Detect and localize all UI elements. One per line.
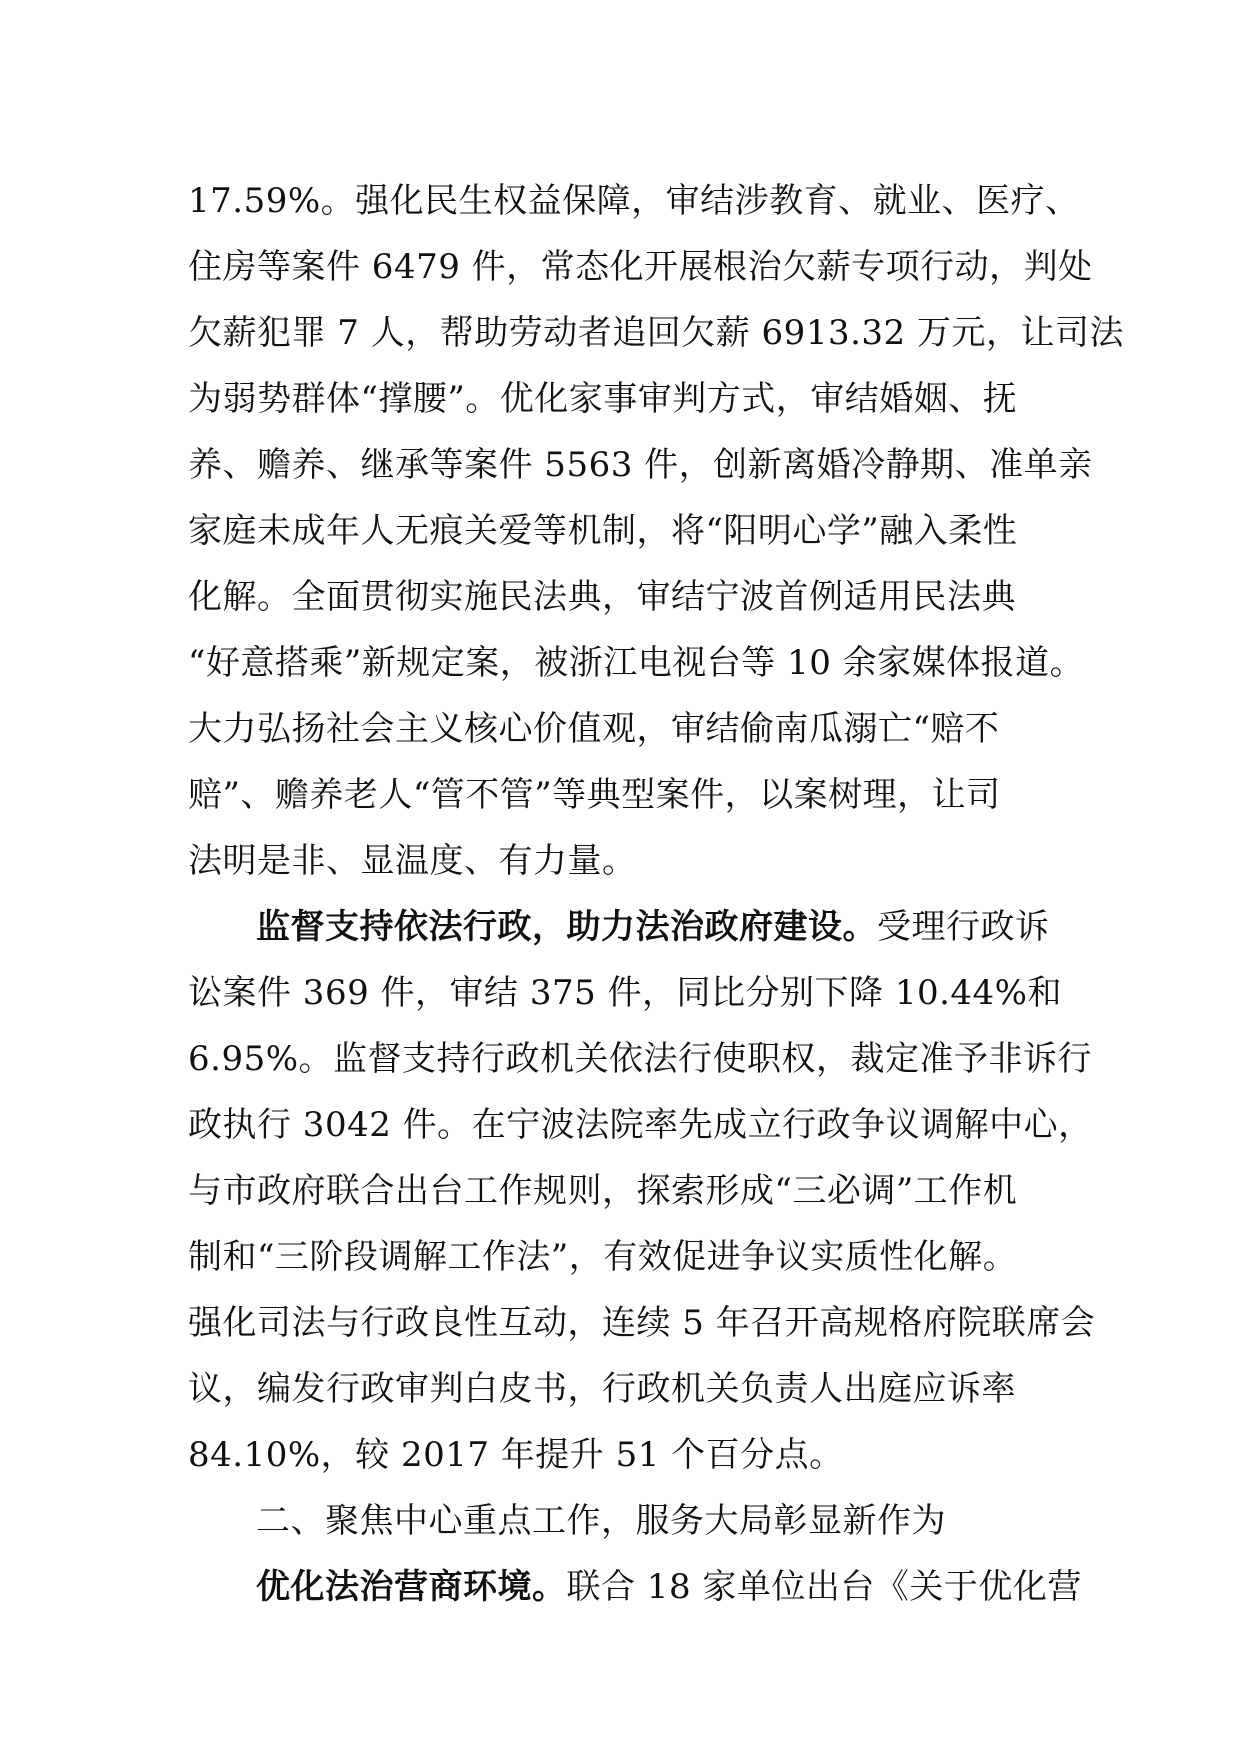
- text-line: 政执行 3042 件。在宁波法院率先成立行政争议调解中心，: [188, 1105, 1093, 1145]
- text-line: 17.59%。强化民生权益保障，审结涉教育、就业、医疗、: [188, 181, 1080, 221]
- text-line: 家庭未成年人无痕关爱等机制，将“阳明心学”融入柔性: [188, 511, 1018, 551]
- text-line: 赔”、赡养老人“管不管”等典型案件，以案树理，让司: [188, 775, 1001, 815]
- paragraph-lead-line: [188, 1554, 1082, 1620]
- document-body: [188, 168, 1124, 1620]
- text-line: 讼案件 369 件，审结 375 件，同比分别下降 10.44%和: [188, 973, 1062, 1013]
- text-line: 6.95%。监督支持行政机关依法行使职权，裁定准予非诉行: [188, 1039, 1093, 1079]
- text-line: 法明是非、显温度、有力量。: [188, 841, 637, 881]
- text-line: 议，编发行政审判白皮书，行政机关负责人出庭应诉率: [188, 1369, 1016, 1409]
- text-line: 化解。全面贯彻实施民法典，审结宁波首例适用民法典: [188, 577, 1016, 617]
- paragraph-heading: 监督支持依法行政，助力法治政府建设。: [256, 907, 877, 947]
- paragraph-heading: 优化法治营商环境。: [256, 1567, 567, 1607]
- text-line: 84.10%，较 2017 年提升 51 个百分点。: [188, 1435, 844, 1475]
- paragraph-text: 受理行政诉: [877, 907, 1050, 947]
- text-line: 强化司法与行政良性互动，连续 5 年召开高规格府院联席会: [188, 1303, 1096, 1343]
- text-line: 为弱势群体“撑腰”。优化家事审判方式，审结婚姻、抚: [188, 379, 1018, 419]
- text-line: 欠薪犯罪 7 人，帮助劳动者追回欠薪 6913.32 万元，让司法: [188, 313, 1124, 353]
- text-line: 制和“三阶段调解工作法”，有效促进争议实质性化解。: [188, 1237, 1018, 1277]
- paragraph-text: 联合 18 家单位出台《关于优化营: [566, 1567, 1082, 1607]
- text-line: 大力弘扬社会主义核心价值观，审结偷南瓜溺亡“赔不: [188, 709, 1000, 749]
- text-line: 养、赡养、继承等案件 5563 件，创新离婚冷静期、准单亲: [188, 445, 1093, 485]
- text-line: 与市政府联合出台工作规则，探索形成“三必调”工作机: [188, 1171, 1018, 1211]
- text-line: “好意搭乘”新规定案，被浙江电视台等 10 余家媒体报道。: [188, 643, 1085, 683]
- section-heading: 二、聚焦中心重点工作，服务大局彰显新作为: [256, 1501, 946, 1541]
- text-line: 住房等案件 6479 件，常态化开展根治欠薪专项行动，判处: [188, 247, 1093, 287]
- paragraph-lead-line: [188, 894, 1063, 960]
